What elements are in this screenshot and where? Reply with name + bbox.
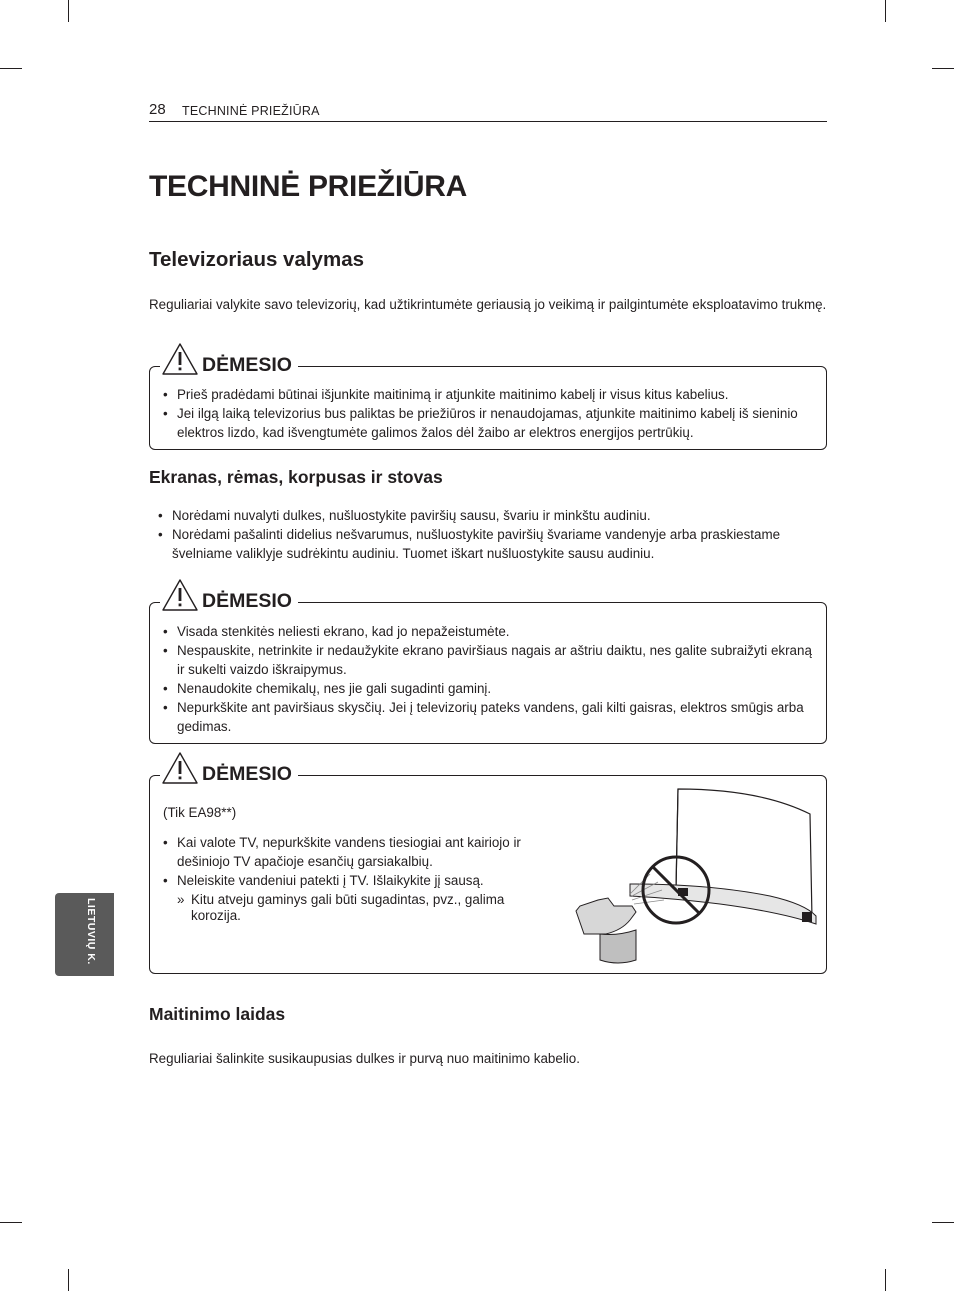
section-heading-power: Maitinimo laidas xyxy=(149,1004,286,1024)
section-heading-screen: Ekranas, rėmas, korpusas ir stovas xyxy=(149,467,443,487)
list-item: • Jei ilgą laiką televizorius bus paliktas be priežiūros ir nenaudojamas, atjunkite maitinimo kabelį iš sieninio elektros lizdo, kad išvengtumėte galimos žalos dėl žaibo ar elektros energijos pertrūkių. xyxy=(163,404,813,442)
warning-triangle-icon xyxy=(160,751,200,785)
crop-mark xyxy=(68,0,69,22)
caution-list xyxy=(163,622,815,736)
caution-header xyxy=(160,578,298,612)
list-item: • Nenaudokite chemikalų, nes jie gali sugadinti gaminį. xyxy=(163,679,815,698)
warning-triangle-icon xyxy=(160,578,200,612)
side-tab-label: LIETUVIŲ K. xyxy=(85,898,97,965)
caution-header xyxy=(160,342,298,376)
chapter-title: TECHNINĖ PRIEŽIŪRA xyxy=(149,170,467,203)
model-note: (Tik EA98**) xyxy=(163,805,237,820)
list-item: • Norėdami nuvalyti dulkes, nušluostykite paviršių sausu, švariu ir minkštu audiniu. xyxy=(158,506,826,525)
crop-mark xyxy=(885,1269,886,1291)
list-item: • Neleiskite vandeniui patekti į TV. Išlaikykite jį sausą. xyxy=(163,871,543,890)
list-item: • Nespauskite, netrinkite ir nedaužykite ekrano paviršiaus nagais ar aštriu daiktu, nes galite subraižyti ekraną ir sukelti vaizdo iškraipymus. xyxy=(163,641,815,679)
caution-header xyxy=(160,751,298,785)
crop-mark xyxy=(932,1222,954,1223)
cleaning-intro: Reguliariai valykite savo televizorių, kad užtikrintumėte geriausią jo veikimą ir pailgintumėte eksploatavimo trukmę. xyxy=(149,297,827,312)
language-side-tab xyxy=(55,893,114,976)
list-item: • Visada stenkitės neliesti ekrano, kad jo nepažeistumėte. xyxy=(163,622,815,641)
crop-mark xyxy=(0,1222,22,1223)
list-item: • Kai valote TV, nepurkškite vandens tiesiogiai ant kairiojo ir dešiniojo TV apačioje esančių garsiakalbių. xyxy=(163,833,543,871)
caution-label: DĖMESIO xyxy=(202,354,292,376)
caution-sub-list xyxy=(177,892,537,924)
running-title: TECHNINĖ PRIEŽIŪRA xyxy=(182,104,320,118)
caution-box xyxy=(149,354,827,450)
section-heading-cleaning: Televizoriaus valymas xyxy=(149,248,364,271)
caution-box xyxy=(149,763,827,974)
list-item: • Prieš pradėdami būtinai išjunkite maitinimą ir atjunkite maitinimo kabelį ir visus kitus kabelius. xyxy=(163,385,813,404)
crop-mark xyxy=(885,0,886,22)
page-number: 28 xyxy=(149,101,166,118)
caution-label: DĖMESIO xyxy=(202,590,292,612)
caution-list xyxy=(163,833,543,890)
crop-mark xyxy=(0,68,22,69)
caution-box xyxy=(149,590,827,744)
crop-mark xyxy=(68,1269,69,1291)
crop-mark xyxy=(932,68,954,69)
list-item: • Norėdami pašalinti didelius nešvarumus, nušluostykite paviršių švariame vandenyje arba praskiestame švelniame valiklyje sudrėkintu audiniu. Tuomet iškart nušluostykite sausu audiniu. xyxy=(158,525,826,563)
sub-list-item: » Kitu atveju gaminys gali būti sugadintas, pvz., galima korozija. xyxy=(177,892,537,924)
list-item: • Nepurkškite ant paviršiaus skysčių. Jei į televizorių pateks vandens, gali kilti gaisras, elektros smūgis arba gedimas. xyxy=(163,698,815,736)
caution-list xyxy=(163,385,813,442)
no-spray-on-tv-illustration xyxy=(570,784,820,969)
warning-triangle-icon xyxy=(160,342,200,376)
screen-list xyxy=(158,506,826,563)
running-header xyxy=(149,101,827,122)
caution-label: DĖMESIO xyxy=(202,763,292,785)
power-text: Reguliariai šalinkite susikaupusias dulkes ir purvą nuo maitinimo kabelio. xyxy=(149,1051,580,1066)
